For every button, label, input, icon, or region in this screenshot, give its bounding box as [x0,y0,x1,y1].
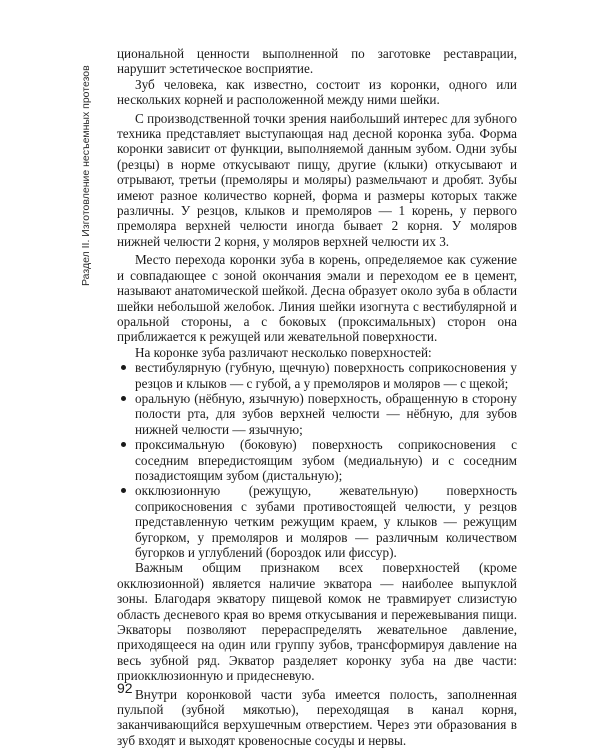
list-item: окклюзионную (режущую, жевательную) поверхность соприкосновения с зубами противостоящей челюсти, у резцов представленную четким режущим краем, у клыков — режущим бугорком, у премоляров и моляров — различным количеством бугорков и углублений (бороздок или фиссур). [117,483,517,560]
page-number: 92 [117,680,133,696]
list-item: проксимальную (боковую) поверхность соприкосновения с соседним впередистоящим зубом (медиальную) и с соседним позадистоящим зубом (дистальную); [117,437,517,483]
section-side-label [80,46,94,346]
page-body [117,46,517,748]
list-item: оральную (нёбную, язычную) поверхность, обращенную в сторону полости рта, для зубов верхней челюсти — нёбную, для зубов нижней челюсти — язычную; [117,391,517,437]
paragraph-continuation: циональной ценности выполненной по заготовке реставрации, нарушит эстетическое восприятие. [117,46,517,77]
paragraph-pulp: Внутри коронковой части зуба имеется полость, заполненная пульпой (зубной мякотью), переходящая в канал корня, заканчивающийся верхушечным отверстием. Через эти образования в зуб входят и выходят кровеносные сосуды и нервы. [117,686,517,748]
paragraph-crown: С производственной точки зрения наибольший интерес для зубного техника представляет выступающая над десной коронка зуба. Форма коронки зависит от функции, выполняемой данным зубом. Одни зубы (резцы) в норме откусывают пищу, другие (клыки) откусывают и отрывают, третьи (премоляры и моляры) размельчают и дробят. Зубы имеют разное количество корней, форма и размеры которых также различны. У резцов, клыков и премоляров — 1 корень, у первого премоляра верхней челюсти иногда бывает 2 корня. У моляров нижней челюсти 2 корня, у моляров верхней челюсти их 3. [117,110,517,249]
paragraph-surfaces-intro: На коронке зуба различают несколько поверхностей: [135,344,432,360]
section-side-label-text: Раздел II. Изготовление несъемных протезов [80,65,92,286]
surfaces-list [117,360,517,560]
paragraph-equator: Важным общим признаком всех поверхностей (кроме окклюзионной) является наличие экватора — наиболее выпуклой зоны. Благодаря экватору пищевой комок не травмирует слизистую область десневого края во время откусывания и пережевывания пищи. Экваторы позволяют перераспределять жевательное давление, приходящееся на один или группу зубов, трансформируя давление на весь зубной ряд. Экватор разделяет коронку зуба на две части: приокклюзионную и придесневую. [117,560,517,684]
paragraph-neck: Место перехода коронки зуба в корень, определяемое как сужение и совпадающее с зоной окончания эмали и переходом ее в цемент, называют анатомической шейкой. Десна образует около зуба в области шейки небольшой желобок. Линия шейки изогнута с вестибулярной и оральной стороны, а с боковых (проксимальных) сторон она приближается к режущей или жевательной поверхности. [117,252,517,345]
list-item: вестибулярную (губную, щечную) поверхность соприкосновения у резцов и клыков — с губой, а у премоляров и моляров — с щекой; [117,360,517,391]
paragraph-tooth-structure: Зуб человека, как известно, состоит из коронки, одного или нескольких корней и расположенной между ними шейки. [117,76,517,108]
